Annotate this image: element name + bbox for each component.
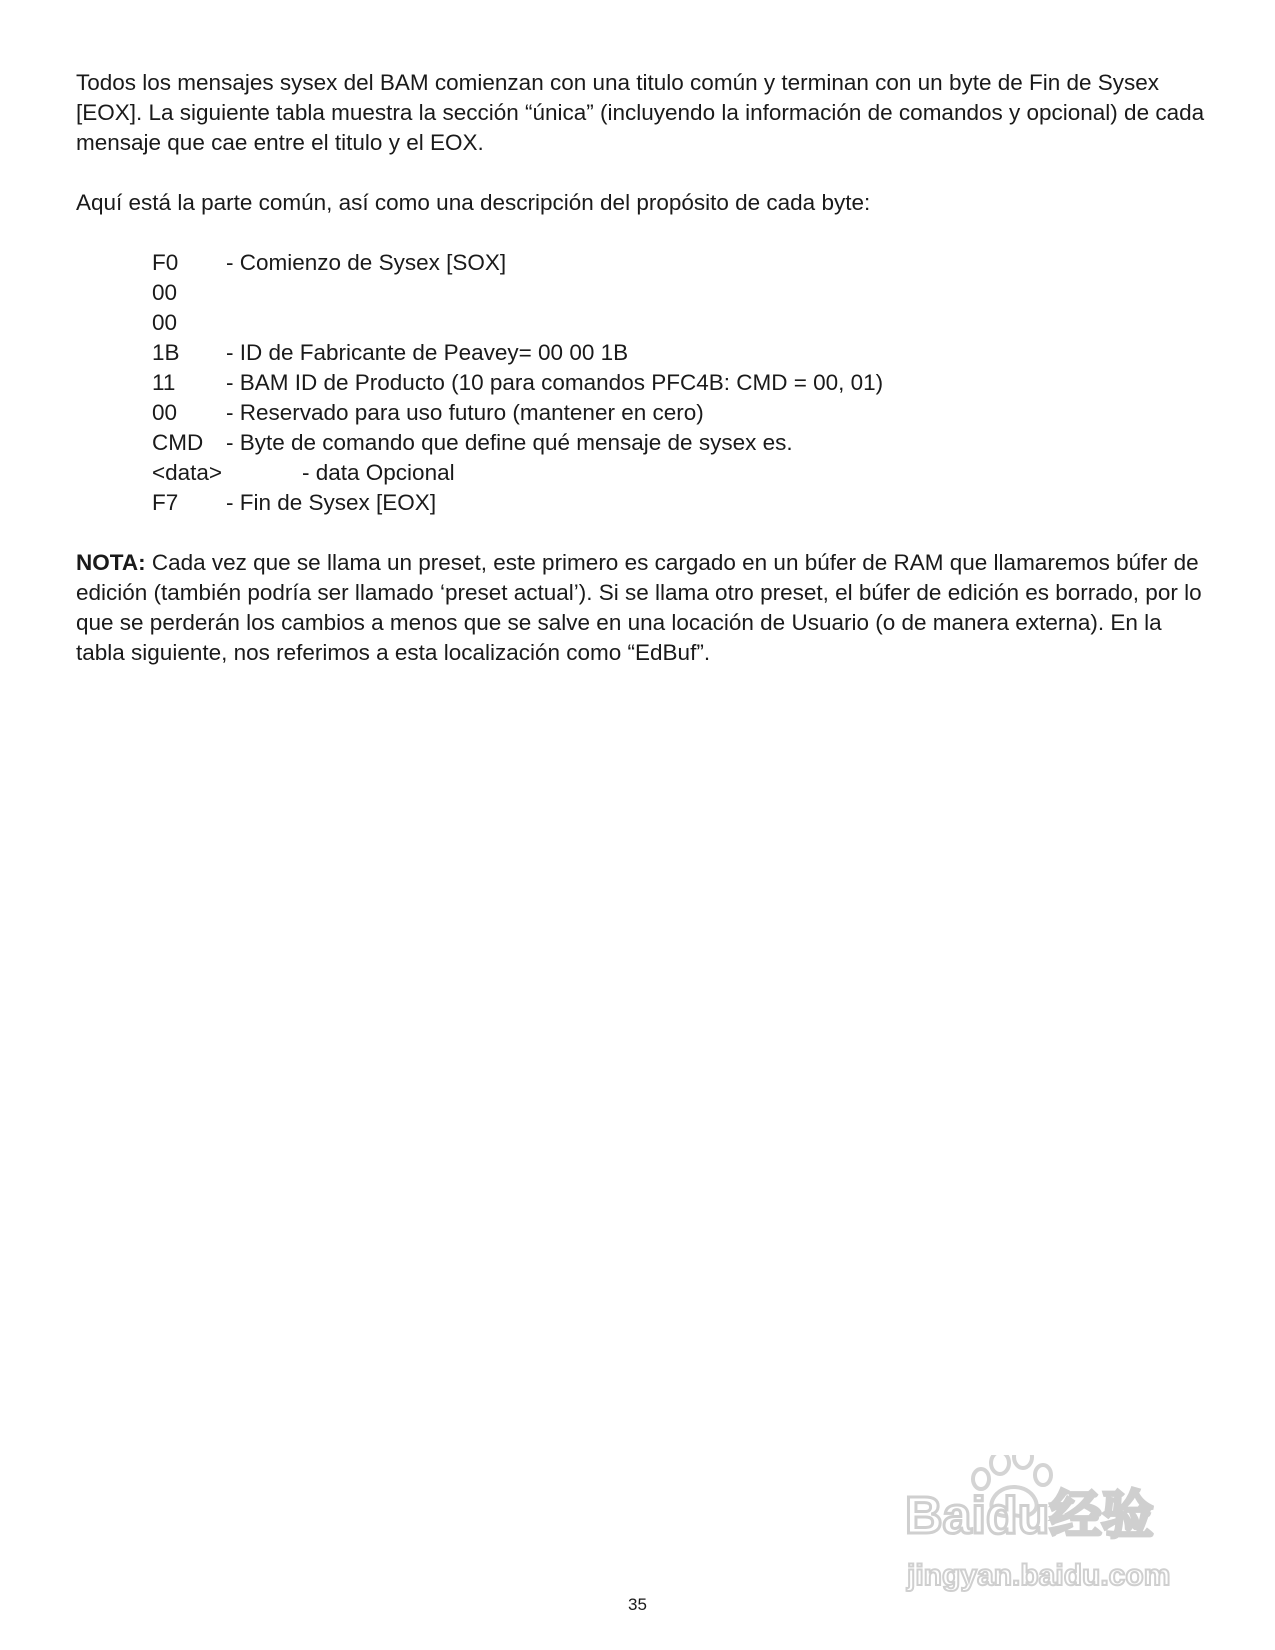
- byte-description: - Reservado para uso futuro (mantener en cero): [226, 400, 704, 425]
- note-label: NOTA:: [76, 550, 146, 575]
- byte-description: - BAM ID de Producto (10 para comandos PFC4B: CMD = 00, 01): [226, 370, 884, 395]
- byte-row: [152, 308, 1206, 338]
- byte-row: [152, 488, 1206, 518]
- byte-description: [226, 308, 1206, 338]
- watermark-url-text: jingyan.baidu.com: [907, 1559, 1171, 1592]
- byte-code: F0: [152, 250, 179, 275]
- byte-description: - Comienzo de Sysex [SOX]: [226, 250, 507, 275]
- byte-description: - ID de Fabricante de Peavey= 00 00 1B: [226, 340, 629, 365]
- byte-code: 1B: [152, 340, 180, 365]
- byte-code: 00: [152, 310, 178, 335]
- baidu-watermark: [905, 1455, 1205, 1605]
- byte-description: - Fin de Sysex [EOX]: [226, 490, 437, 515]
- byte-code: CMD: [152, 430, 204, 455]
- byte-row: [152, 458, 1206, 488]
- byte-code: 11: [152, 370, 176, 395]
- common-part-paragraph: Aquí está la parte común, así como una descripción del propósito de cada byte:: [76, 190, 871, 215]
- byte-description: - data Opcional: [302, 460, 455, 485]
- note-paragraph: [76, 548, 1206, 668]
- watermark-logo-text: Baidu经验: [905, 1487, 1154, 1545]
- byte-description: [226, 278, 1206, 308]
- byte-row: [152, 248, 1206, 278]
- byte-row: [152, 278, 1206, 308]
- byte-row: [152, 368, 1206, 398]
- byte-code: F7: [152, 490, 179, 515]
- byte-row: [152, 398, 1206, 428]
- page-number: 35: [628, 1595, 647, 1614]
- document-body: [76, 68, 1206, 698]
- byte-row: [152, 428, 1206, 458]
- byte-code: 00: [152, 280, 178, 305]
- intro-paragraph: Todos los mensajes sysex del BAM comienzan con una titulo común y terminan con un byte de Fin de Sysex [EOX]. La siguiente tabla muestra la sección “única” (incluyendo la información de comandos y opcional) de cada mensaje que cae entre el titulo y el EOX.: [76, 70, 1205, 155]
- byte-code: <data>: [152, 460, 223, 485]
- byte-code: 00: [152, 400, 178, 425]
- sysex-byte-list: [152, 248, 1206, 518]
- byte-row: [152, 338, 1206, 368]
- note-text: Cada vez que se llama un preset, este primero es cargado en un búfer de RAM que llamaremos búfer de edición (también podría ser llamado ‘preset actual’). Si se llama otro preset, el búfer de edición es borrado, por lo que se perderán los cambios a menos que se salve en una locación de Usuario (o de manera externa). En la tabla siguiente, nos referimos a esta localización como “EdBuf”.: [76, 550, 1202, 665]
- byte-description: - Byte de comando que define qué mensaje de sysex es.: [226, 430, 793, 455]
